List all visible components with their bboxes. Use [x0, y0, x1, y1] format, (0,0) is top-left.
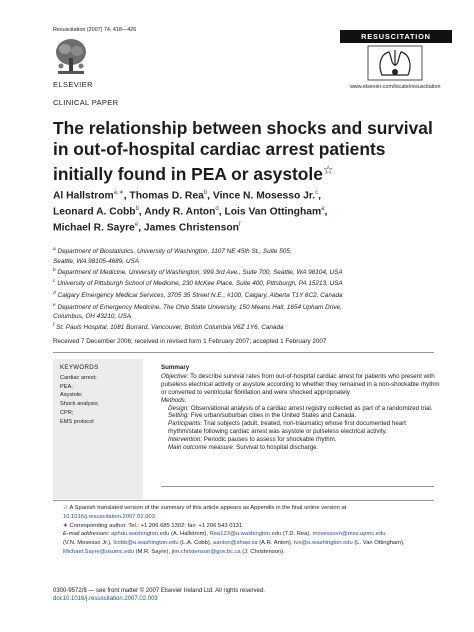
affiliation	[53, 312, 448, 321]
summary-intervention	[161, 436, 441, 444]
keyword-item: Cardiac arrest;	[60, 375, 97, 381]
email-owner: (V.N. Mosesso Jr.),	[63, 540, 114, 547]
author-name: Vince N. Mosesso Jr.	[212, 190, 316, 202]
author-affiliation-mark[interactable]: e	[134, 222, 139, 229]
email-label: E-mail addresses:	[63, 531, 110, 538]
email-owner: (L.A. Cobb),	[178, 540, 214, 547]
author-name: Andy R. Anton	[144, 206, 216, 218]
summary-setting	[161, 412, 441, 420]
email-link[interactable]: jim.christenson@gov.bc.ca	[171, 548, 241, 555]
summary-text: Periodic pauses to assess for shockable rhythm.	[203, 436, 337, 444]
summary-label: Setting:	[168, 412, 189, 420]
summary-label: Objective:	[161, 372, 189, 380]
affiliation	[53, 301, 448, 313]
summary-text: To describe survival rates from out-of-hospital cardiac arrest for patients who present with pulseless electrical activity or asystole according to whether they remained in a non-shockable rhythm or converted to ventricular fibrillation and were shocked appropriately.	[161, 372, 440, 396]
author-name: Lois Van Ottingham	[224, 206, 322, 218]
email-owner: (M.R. Sayre),	[133, 548, 172, 555]
affiliation	[53, 245, 448, 257]
summary-label: Design:	[168, 404, 189, 412]
summary-text: Trial subjects (adult, treated, non-traumatic) whose first documented heart rhythm/state following cardiac arrest was asystole or pulseless electrical activity.	[168, 420, 406, 436]
copyright-line: 0300-9572/$ — see front matter © 2007 Elsevier Ireland Ltd. All rights reserved.	[53, 588, 265, 594]
summary-heading: Summary	[161, 364, 190, 371]
footnote-emails	[53, 530, 443, 556]
email-owner: (A. Hallstrom),	[169, 531, 210, 538]
affiliation-text: University of Pittsburgh School of Medicine, 230 McKee Place, Suite 400, Pittsburgh, PA 15213, USA	[57, 280, 343, 288]
summary-label: Participants:	[168, 420, 203, 428]
footnote-corresponding: ∗ Corresponding author. Tel.: +1 206 685 1302; fax: +1 206 543 0131.	[63, 522, 244, 529]
author-separator: ,	[123, 190, 130, 202]
email-link[interactable]: Rea123@u.washington.edu	[209, 531, 282, 538]
author-name: James Christenson	[143, 222, 239, 234]
affiliation-mark: c	[53, 279, 56, 285]
keyword-item: Shock analysis;	[60, 401, 99, 408]
author-separator: ,	[218, 206, 225, 218]
journal-logo	[334, 30, 454, 86]
divider	[161, 486, 434, 487]
affiliation-text: Calgary Emergency Medical Services, 3705 35 Street N.E., #100, Calgary, Alberta T1Y 6C2, Canada	[57, 292, 343, 300]
keywords-box	[53, 359, 143, 499]
journal-citation: Resuscitation (2007) 74, 418—426	[53, 27, 137, 33]
email-owner: (L. Van Ottingham),	[352, 540, 405, 547]
journal-url[interactable]: www.elsevier.com/locate/resuscitation	[350, 84, 441, 90]
summary-text: Five urban/suburban cities in the United States and Canada.	[190, 412, 357, 420]
author-name: Michael R. Sayre	[53, 222, 135, 234]
email-link[interactable]: Michael.Sayre@osumc.edu	[63, 548, 134, 555]
keyword-item: EMS protocol	[60, 418, 94, 425]
affiliation-mark: a	[53, 247, 56, 252]
email-owner: (T.D. Rea),	[281, 531, 313, 538]
email-link[interactable]: lvo@u.washington.edu	[294, 540, 353, 547]
affiliation-list	[53, 245, 448, 333]
footnote-translation	[53, 504, 443, 522]
author-affiliation-mark[interactable]: d	[215, 206, 219, 213]
summary-label: Methods:	[161, 396, 187, 404]
footnote-text: A Spanish translated version of the summary of this article appears as Appendix in the final online version at	[69, 505, 347, 511]
keywords-title: KEYWORDS	[60, 364, 99, 371]
affiliation-text: St. Pauls Hospital, 1081 Burrard, Vancouver, British Columbia V6Z 1Y6, Canada	[56, 324, 284, 332]
email-link[interactable]: lcobb@u.washington.edu	[113, 540, 179, 547]
summary-methods	[161, 397, 441, 405]
author-affiliation-mark[interactable]: f	[238, 222, 241, 229]
author-affiliation-mark[interactable]: b	[135, 206, 139, 213]
summary-participants	[161, 420, 441, 436]
divider	[53, 352, 434, 353]
author-separator: ,	[138, 222, 144, 234]
summary-label: Intervention:	[168, 436, 203, 444]
affiliation	[53, 289, 448, 301]
affiliation-mark: d	[53, 291, 56, 296]
summary-design	[161, 405, 441, 413]
affiliation-text: Department of Emergency Medicine, The Ohio State University, 150 Means Hall, 1654 Upham Drive,	[57, 303, 342, 311]
keywords-list	[60, 374, 136, 426]
email-link[interactable]: aanton@shaw.ca	[213, 540, 258, 547]
author-separator: ,	[318, 190, 322, 202]
summary-outcome	[161, 444, 441, 452]
affiliation-mark: f	[53, 323, 55, 329]
summary-text: Survival to hospital discharge.	[236, 444, 319, 452]
article-title-text: The relationship between shocks and survival in out-of-hospital cardiac arrest patients initially found in PEA or asystole	[53, 118, 433, 184]
article-doi[interactable]: doi:10.1016/j.resuscitation.2007.02.003	[53, 596, 158, 603]
author-affiliation-mark[interactable]: c	[315, 190, 319, 196]
email-link[interactable]: aphdu.washington.edu	[111, 531, 170, 538]
summary-objective	[161, 373, 441, 397]
keyword-item: Asystole;	[60, 392, 83, 399]
footnote-text: Corresponding author. Tel.: +1 206 685 1302; fax: +1 206 543 0131.	[69, 522, 244, 529]
affiliation	[53, 266, 448, 278]
affiliation-text: Seattle, WA 98105-4689, USA	[53, 257, 139, 265]
email-link[interactable]: mosessovn@msx.upmc.edu	[312, 531, 386, 538]
author-separator: ,	[138, 206, 145, 218]
received-dates: Received 7 December 2006; received in revised form 1 February 2007; accepted 1 February 2007	[53, 338, 327, 345]
summary-text: Observational analysis of a cardiac arrest registry collected as part of a randomized trial.	[190, 404, 433, 412]
keyword-item: PEA;	[60, 383, 73, 390]
affiliation-text: Department of Biostatistics, University of Washington, 1107 NE 45th St., Suite 505,	[57, 248, 292, 256]
email-owner: (J. Christenson).	[240, 548, 285, 555]
affiliation-text: Columbus, OH 43210, USA	[53, 313, 132, 321]
author-name: Thomas D. Rea	[129, 190, 204, 202]
author-affiliation-mark[interactable]: a	[321, 206, 325, 213]
publisher-name: ELSEVIER	[53, 80, 93, 89]
affiliation-text: Department of Medicine, University of Washington, 999 3rd Ave., Suite 700, Seattle, WA 98104, USA	[57, 269, 343, 277]
affiliation	[53, 277, 448, 289]
article-title	[53, 118, 433, 185]
journal-name: RESUSCITATION	[361, 32, 431, 41]
author-list	[53, 187, 443, 235]
keyword-item: CPR;	[60, 409, 74, 416]
author-affiliation-mark[interactable]: b	[203, 190, 208, 196]
footnotes	[53, 504, 443, 557]
affiliation-mark: b	[53, 267, 56, 273]
affiliation-mark: e	[53, 302, 56, 308]
summary-label: Main outcome measure:	[168, 444, 235, 452]
affiliation	[53, 321, 448, 333]
email-owner: (A.R. Anton),	[257, 540, 295, 547]
summary-section	[161, 364, 441, 452]
footnote-mark: ☆	[63, 505, 69, 511]
author-name: Leonard A. Cobb	[53, 206, 136, 218]
author-affiliation-mark[interactable]: a,∗	[113, 190, 124, 196]
author-name: Al Hallstrom	[53, 190, 114, 202]
affiliation	[53, 257, 448, 266]
doi-link[interactable]: 10.1016/j.resuscitation.2007.02.003.	[63, 513, 157, 520]
title-footnote-mark[interactable]: ☆	[322, 163, 334, 177]
author-separator: ,	[324, 206, 328, 218]
article-type: CLINICAL PAPER	[53, 98, 119, 107]
copyright-block	[53, 587, 265, 604]
elsevier-tree-logo	[52, 36, 90, 78]
author-separator: ,	[207, 190, 213, 202]
footnote-divider	[53, 500, 434, 501]
